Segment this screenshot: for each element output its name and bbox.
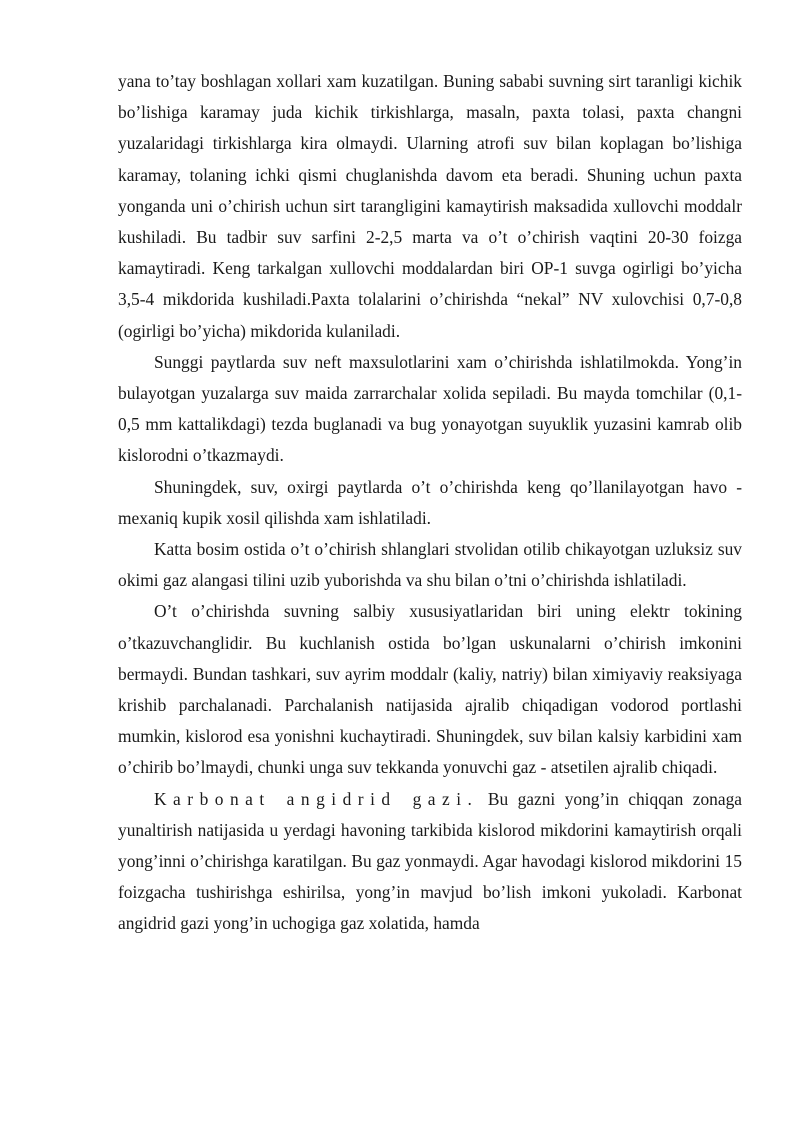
paragraph-2: Sunggi paytlarda suv neft maxsulotlarini xam o’chirishda ishlatilmokda. Yong’in bulayotgan yuzalarga suv maida zarrarchalar xolida sepiladi. Bu mayda tomchilar (0,1-0,5 mm kattalikdagi) tezda buglanadi va bug yonayotgan suyuklik yuzasini kamrab olib kislorodni o’tkazmaydi. xyxy=(118,351,742,466)
paragraph-3: Shuningdek, suv, oxirgi paytlarda o’t o’chirishda keng qo’llanilayotgan havo - mexaniq kupik xosil qilishda xam ishlatiladi. xyxy=(118,476,742,528)
paragraph-1: yana to’tay boshlagan xollari xam kuzatilgan. Buning sababi suvning sirt taranligi kichik bo’lishiga karamay juda kichik tirkishlarga, masaln, paxta tolasi, paxta changni yuzalaridagi tirkishlarga kira olmaydi. Ularning atrofi suv bilan koplagan bo’lishiga karamay, tolaning ichki qismi chuglanishda davom eta beradi. Shuning uchun paxta yonganda uni o’chirish uchun sirt tarangligini kamaytirish maksadida xullovchi moddalr kushiladi. Bu tadbir suv sarfini 2-2,5 marta va o’t o’chirish vaqtini 20-30 foizga kamaytiradi. Keng tarkalgan xullovchi moddalardan biri OP-1 suvga ogirligi bo’yicha 3,5-4 mikdorida kushiladi.Paxta tolalarini o’chirishda “nekal” NV xulovchisi 0,7-0,8 (ogirligi bo’yicha) mikdorida kulaniladi. xyxy=(118,71,742,341)
document-page xyxy=(118,66,742,940)
spaced-heading: Karbonat angidrid gazi. xyxy=(154,788,479,809)
paragraph-4: Katta bosim ostida o’t o’chirish shlanglari stvolidan otilib chikayotgan uzluksiz suv okimi gaz alangasi tilini uzib yuborishda va shu bilan o’tni o’chirishda ishlatiladi. xyxy=(118,539,742,591)
paragraph-6 xyxy=(118,784,742,940)
paragraph-5: O’t o’chirishda suvning salbiy xususiyatlaridan biri uning elektr tokining o’tkazuvchanglidir. Bu kuchlanish ostida bo’lgan uskunalarni o’chirish imkonini bermaydi. Bundan tashkari, suv ayrim moddalr (kaliy, natriy) bilan ximiyaviy reaksiyaga krishib parchalanadi. Parchalanish natijasida ajralib chiqadigan vodorod portlashi mumkin, kislorod esa yonishni kuchaytiradi. Shuningdek, suv bilan kalsiy karbidini xam o’chirib bo’lmaydi, chunki unga suv tekkanda yonuvchi gaz - atsetilen ajralib chiqadi. xyxy=(118,601,742,778)
paragraph-6-text: Bu gazni yong’in chiqqan zonaga yunaltirish natijasida u yerdagi havoning tarkibida kislorod mikdorini kamaytirish orqali yong’inni o’chirishga karatilgan. Bu gaz yonmaydi. Agar havodagi kislorod mikdorini 15 foizgacha tushirishga eshirilsa, yong’in mavjud bo’lish imkoni yukoladi. Karbonat angidrid gazi yong’in uchogiga gaz xolatida, hamda xyxy=(118,788,743,934)
